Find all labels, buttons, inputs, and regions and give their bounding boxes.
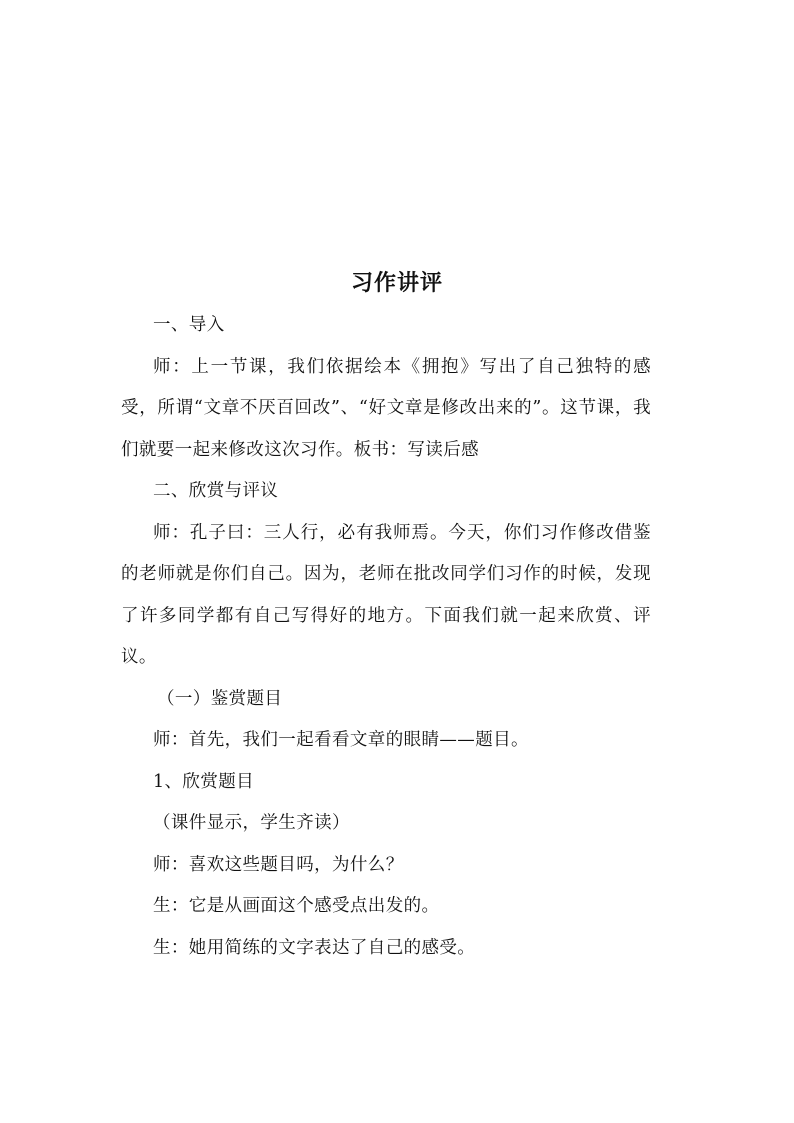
stage-direction: （课件显示，学生齐读）	[153, 813, 350, 833]
subsection-heading: （一）鉴赏题目	[157, 688, 283, 709]
section-heading-appreciation: 二、欣赏与评议	[153, 481, 279, 501]
paragraph: 生：她用简练的文字表达了自己的感受。	[153, 937, 476, 958]
paragraph: 师：首先，我们一起看看文章的眼睛——题目。	[153, 730, 529, 750]
section-heading-intro: 一、导入	[153, 315, 225, 335]
paragraph: 师：喜欢这些题目吗，为什么？	[153, 854, 404, 875]
paragraph: 生：它是从画面这个感受点出发的。	[153, 896, 440, 916]
paragraph: 师：孔子曰：三人行，必有我师焉。今天，你们习作修改借鉴的老师就是你们自己。因为，老师在批改同学们习作的时候，发现了许多同学都有自己写得好的地方。下面我们就一起来欣赏、评议。	[121, 522, 651, 667]
document-body	[121, 305, 651, 969]
paragraph: 师：上一节课，我们依据绘本《拥抱》写出了自己独特的感受，所谓“文章不厌百回改”、“好文章是修改出来的”。这节课，我们就要一起来修改这次习作。板书：写读后感	[121, 356, 651, 460]
document-title: 习作讲评	[350, 270, 443, 296]
list-item-heading: 1、欣赏题目	[153, 771, 255, 792]
